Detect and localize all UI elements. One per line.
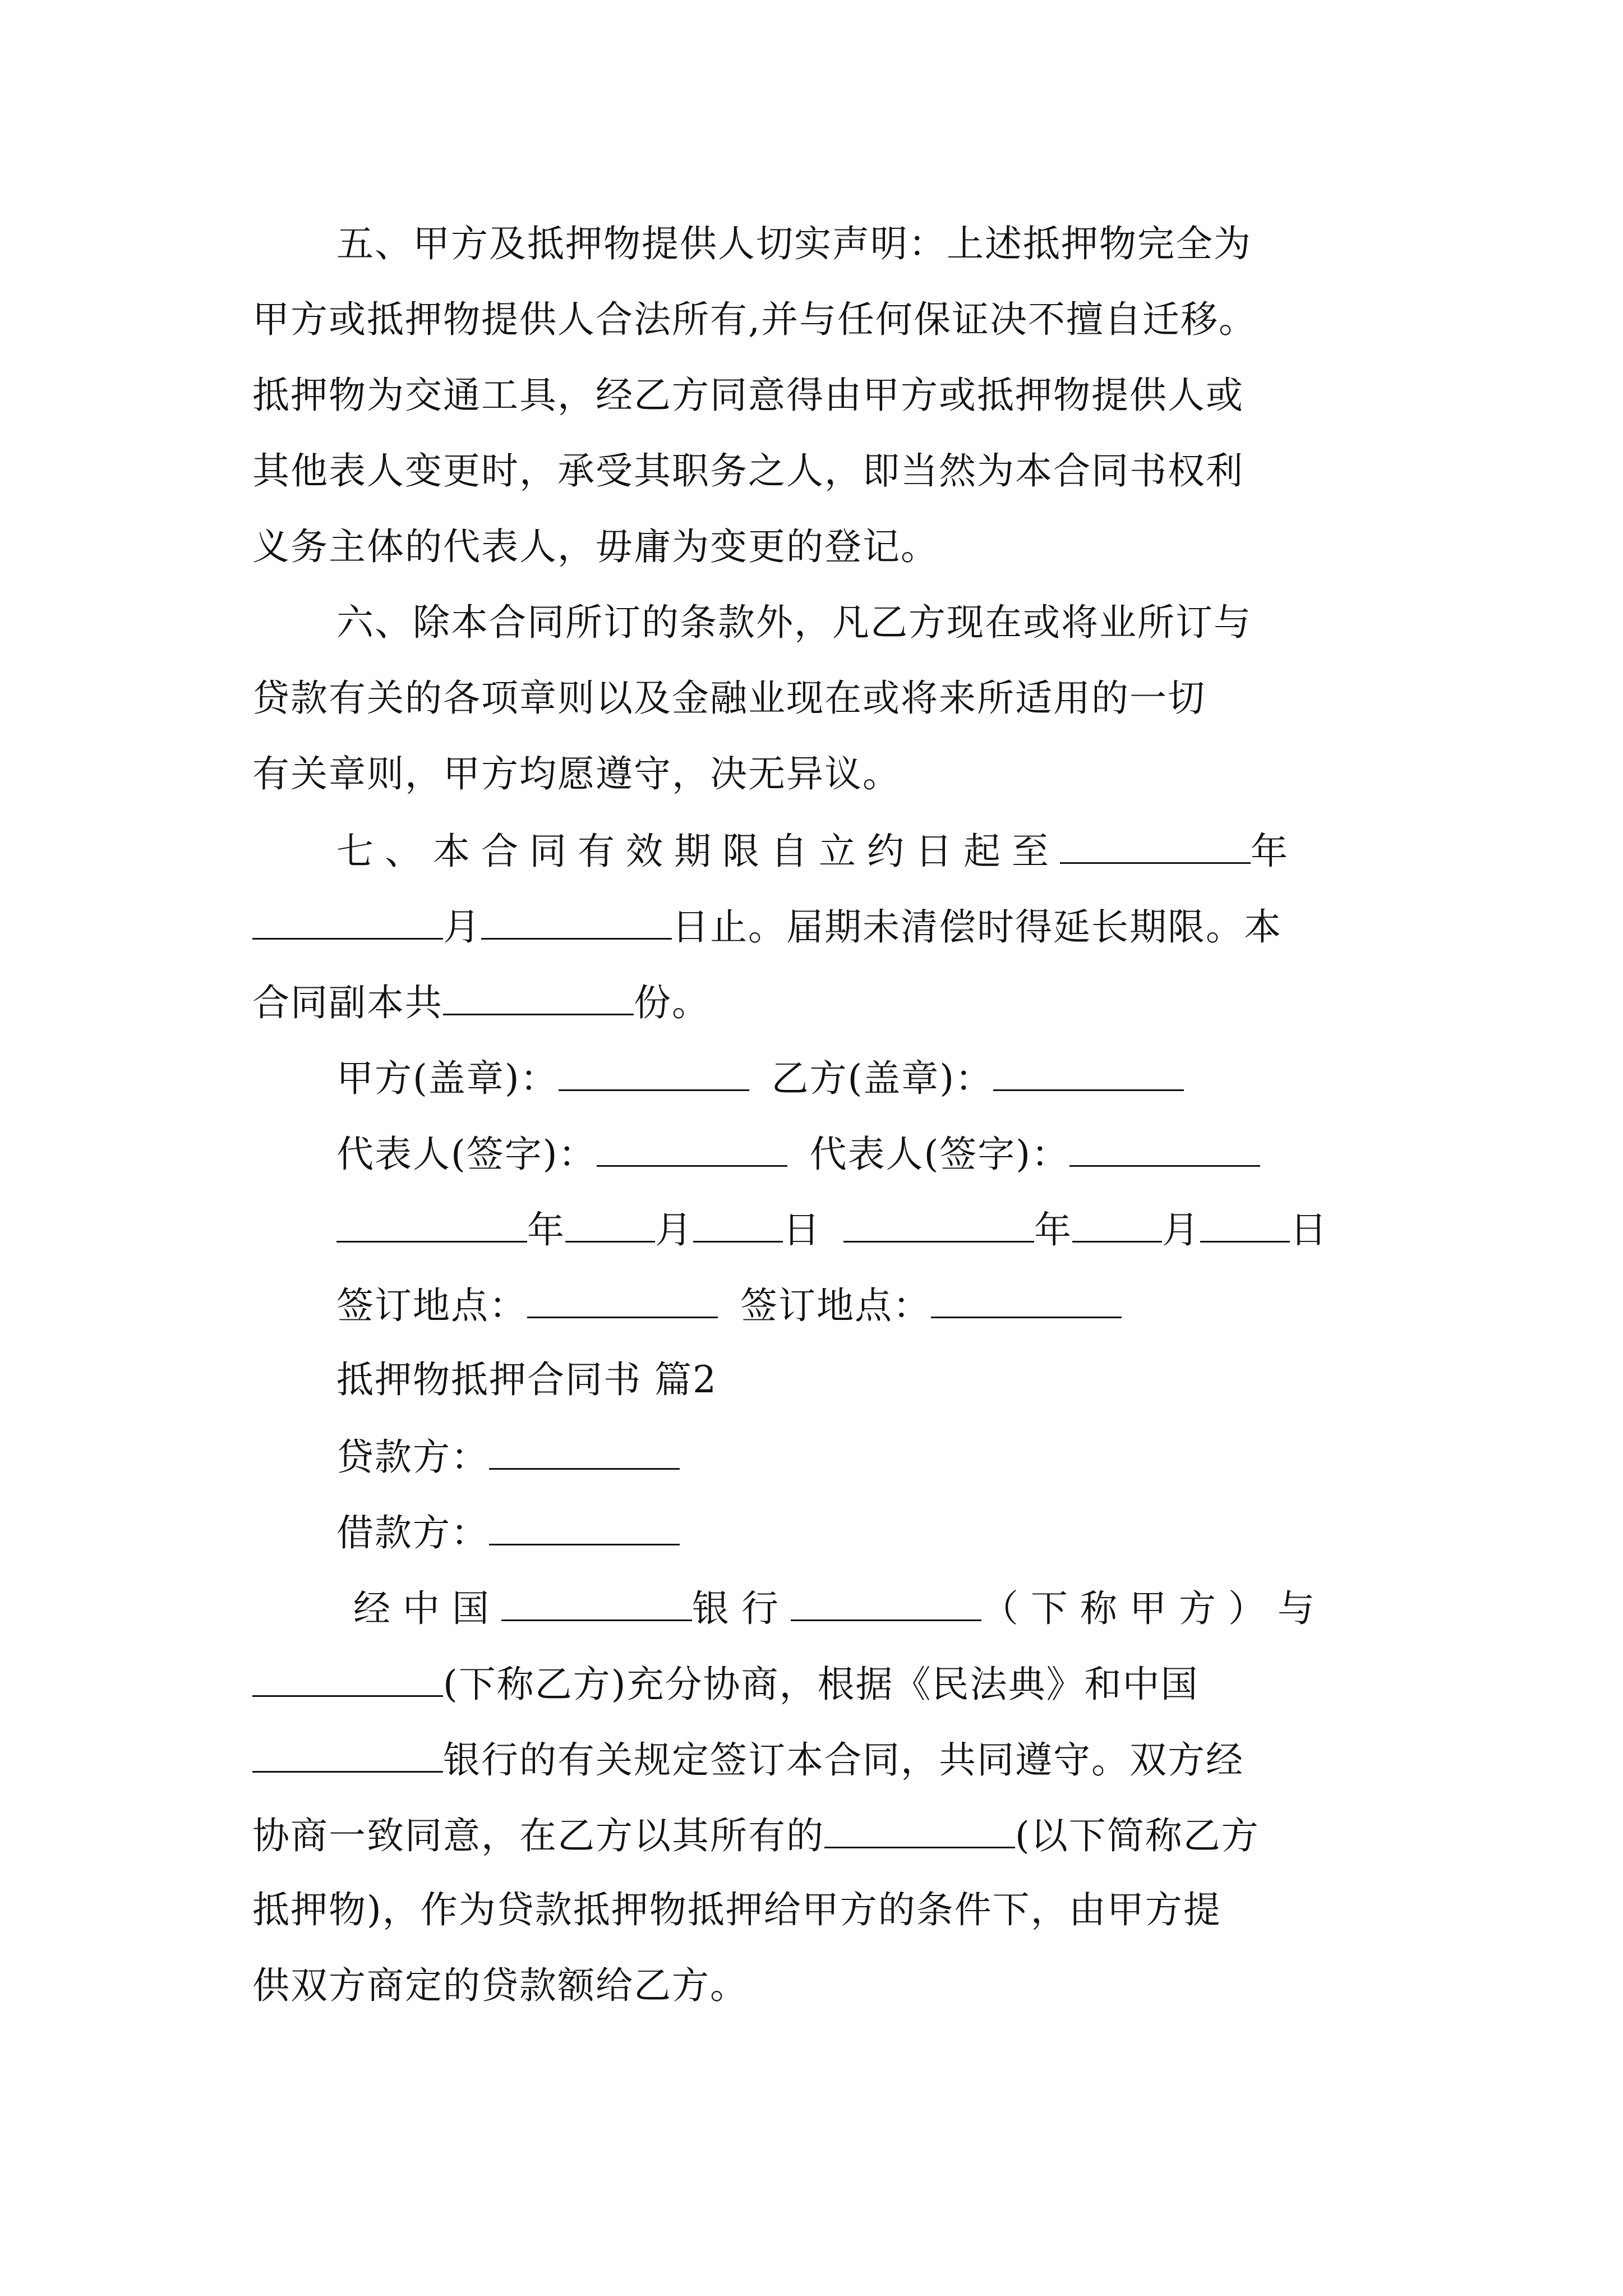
lender-line <box>336 1433 680 1480</box>
bank-name-field[interactable] <box>501 1585 692 1621</box>
lender-label: 贷款方： <box>336 1435 489 1479</box>
date-line <box>336 1206 1328 1253</box>
day-label: 日 <box>1290 1208 1328 1251</box>
lender-field[interactable] <box>489 1433 680 1470</box>
blank-field[interactable] <box>1060 827 1251 864</box>
body2-line4 <box>252 1812 1260 1858</box>
party-a-seal-label: 甲方(盖章)： <box>336 1057 559 1100</box>
body-text: 协商一致同意，在乙方以其所有的 <box>252 1814 824 1857</box>
day-label: 日 <box>783 1208 821 1251</box>
clause6-line2: 贷款有关的各项章则以及金融业现在或将来所适用的一切 <box>252 677 1206 720</box>
year-label: 年 <box>1034 1208 1072 1251</box>
clause7-line1 <box>336 827 1299 874</box>
borrower-line <box>336 1509 680 1556</box>
branch-field[interactable] <box>791 1585 981 1621</box>
clause7-text: 日止。届期未清偿时得延长期限。本 <box>672 905 1282 949</box>
clause5-line1: 五、甲方及抵押物提供人切实声明：上述抵押物完全为 <box>336 222 1252 265</box>
place-line <box>336 1282 1122 1328</box>
bank-name-field[interactable] <box>252 1736 443 1773</box>
body2-line1 <box>353 1585 1327 1631</box>
blank-field[interactable] <box>443 979 634 1015</box>
clause7-text: 合同副本共 <box>252 981 443 1024</box>
month-field[interactable] <box>1072 1206 1162 1243</box>
year-field[interactable] <box>336 1206 527 1243</box>
party-a-seal-field[interactable] <box>559 1055 749 1091</box>
place-b-label: 签订地点： <box>740 1284 931 1327</box>
rep-a-field[interactable] <box>597 1130 787 1167</box>
clause6-line1: 六、除本合同所订的条款外，凡乙方现在或将业所订与 <box>336 601 1252 644</box>
body-text: 经中国 <box>353 1587 501 1630</box>
party-b-seal-field[interactable] <box>993 1055 1184 1091</box>
clause7-line3 <box>252 979 710 1025</box>
year-label: 年 <box>1251 830 1299 873</box>
body2-line2 <box>252 1660 1199 1707</box>
place-b-field[interactable] <box>931 1282 1122 1318</box>
body-text: (以下简称乙方 <box>1015 1814 1260 1857</box>
body2-line3 <box>252 1736 1244 1783</box>
body-text: 银行 <box>692 1587 791 1630</box>
place-a-field[interactable] <box>527 1282 718 1318</box>
section2-title: 抵押物抵押合同书 篇2 <box>336 1358 717 1401</box>
body-text: （下称甲方）与 <box>981 1587 1327 1630</box>
clause7-text: 份。 <box>634 981 710 1024</box>
day-field[interactable] <box>693 1206 783 1243</box>
clause6-line3: 有关章则，甲方均愿遵守，决无异议。 <box>252 752 901 795</box>
place-a-label: 签订地点： <box>336 1284 527 1327</box>
clause5-line4: 其他表人变更时，承受其职务之人，即当然为本合同书权利 <box>252 449 1244 493</box>
month-label: 月 <box>655 1208 693 1251</box>
rep-b-label: 代表人(签字)： <box>809 1133 1069 1176</box>
blank-field[interactable] <box>481 903 672 940</box>
clause7-text: 七、本合同有效期限自立约日起至 <box>336 830 1060 873</box>
seal-line <box>336 1055 1184 1101</box>
year-field[interactable] <box>843 1206 1034 1243</box>
clause5-line3: 抵押物为交通工具，经乙方同意得由甲方或抵押物提供人或 <box>252 374 1244 417</box>
clause5-line5: 义务主体的代表人，毋庸为变更的登记。 <box>252 525 939 568</box>
party-b-name-field[interactable] <box>252 1660 443 1697</box>
rep-b-field[interactable] <box>1069 1130 1260 1167</box>
body-text: (下称乙方)充分协商，根据《民法典》和中国 <box>443 1663 1199 1706</box>
clause5-line2: 甲方或抵押物提供人合法所有,并与任何保证决不擅自迁移。 <box>252 298 1257 341</box>
party-b-seal-label: 乙方(盖章)： <box>771 1057 993 1100</box>
borrower-field[interactable] <box>489 1509 680 1545</box>
month-label: 月 <box>443 905 481 949</box>
year-label: 年 <box>527 1208 565 1251</box>
month-field[interactable] <box>565 1206 655 1243</box>
body2-line6: 供双方商定的贷款额给乙方。 <box>252 1964 748 2007</box>
collateral-field[interactable] <box>824 1812 1015 1848</box>
representative-line <box>336 1130 1260 1177</box>
rep-a-label: 代表人(签字)： <box>336 1133 597 1176</box>
month-label: 月 <box>1162 1208 1200 1251</box>
body-text: 银行的有关规定签订本合同，共同遵守。双方经 <box>443 1738 1244 1782</box>
borrower-label: 借款方： <box>336 1511 489 1554</box>
blank-field[interactable] <box>252 903 443 940</box>
clause7-line2 <box>252 903 1282 950</box>
day-field[interactable] <box>1200 1206 1290 1243</box>
body2-line5: 抵押物)，作为贷款抵押物抵押给甲方的条件下，由甲方提 <box>252 1888 1221 1931</box>
